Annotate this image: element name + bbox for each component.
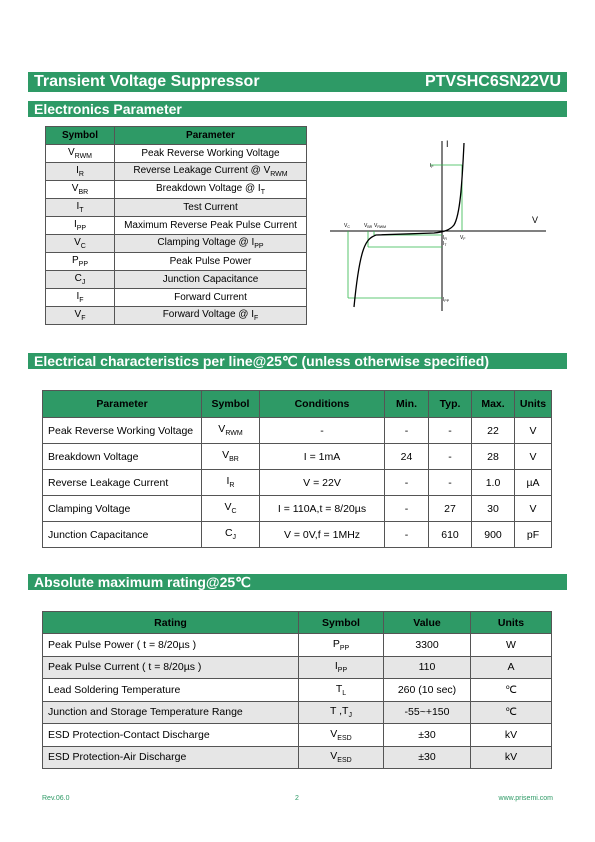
section-title-text: Electronics Parameter (34, 101, 182, 117)
table-row (43, 701, 552, 724)
table-row (43, 418, 552, 444)
conditions-cell: I = 110A,t = 8/20µs (260, 496, 385, 522)
label-if-sub: F (431, 165, 434, 169)
parameter-cell: Reverse Leakage Current (43, 470, 202, 496)
rating-cell: Junction and Storage Temperature Range (43, 701, 299, 724)
absolute-maximum-rating-table (42, 611, 552, 769)
document-title: Transient Voltage Suppressor (34, 73, 260, 90)
symbol-cell: T $,T_J$ (299, 701, 384, 724)
label-vbr-sub: BR (367, 225, 373, 229)
parameter-cell: Clamping Voltage @ $I_{PP}$ (115, 235, 307, 253)
symbol-parameter-table (45, 126, 307, 325)
document-title-bar (28, 72, 567, 92)
footer-website-link[interactable]: www.prisemi.com (498, 795, 553, 802)
max-cell: 1.0 (472, 470, 515, 496)
label-vrwm: V (374, 223, 378, 229)
symbol-cell: $V_{BR}$ (202, 444, 260, 470)
label-ipp-sub: PP (444, 299, 450, 303)
table-row (46, 181, 307, 199)
symbol-cell: $I_T$ (46, 199, 115, 217)
svg-text:VC (344, 223, 350, 229)
units-cell: ℃ (471, 679, 552, 702)
table-header-row (46, 127, 307, 145)
rating-cell: ESD Protection-Contact Discharge (43, 724, 299, 747)
max-cell: 22 (472, 418, 515, 444)
svg-text:IPP (443, 297, 450, 303)
typ-cell: - (429, 444, 472, 470)
label-vc-sub: C (347, 225, 350, 229)
typ-cell: 610 (429, 522, 472, 548)
units-cell: V (515, 496, 552, 522)
column-header: Symbol (202, 391, 260, 418)
table-row (43, 656, 552, 679)
column-header: Symbol (46, 127, 115, 145)
value-cell: 3300 (384, 634, 471, 657)
symbol-cell: $P_{PP}$ (299, 634, 384, 657)
parameter-cell: Peak Reverse Working Voltage (115, 145, 307, 163)
table-row (46, 271, 307, 289)
rating-cell: ESD Protection-Air Discharge (43, 746, 299, 769)
label-if: I (430, 163, 432, 169)
label-ir-sub: R (444, 237, 447, 241)
column-header: Value (384, 612, 471, 634)
section-title-text: Electrical characteristics per line@25℃ (unless otherwise specified) (34, 353, 490, 369)
parameter-cell: Junction Capacitance (43, 522, 202, 548)
label-it: I (443, 241, 445, 247)
parameter-cell: Maximum Reverse Peak Pulse Current (115, 217, 307, 235)
symbol-cell: $I_{PP}$ (299, 656, 384, 679)
units-cell: µA (515, 470, 552, 496)
table-row (43, 679, 552, 702)
symbol-cell: $V_{RWM}$ (202, 418, 260, 444)
value-cell: ±30 (384, 724, 471, 747)
min-cell: - (385, 418, 429, 444)
table-row (43, 724, 552, 747)
conditions-cell: V = 22V (260, 470, 385, 496)
table-row (46, 199, 307, 217)
units-cell: V (515, 444, 552, 470)
typ-cell: - (429, 470, 472, 496)
max-cell: 900 (472, 522, 515, 548)
column-header: Max. (472, 391, 515, 418)
column-header: Parameter (115, 127, 307, 145)
parameter-cell: Peak Reverse Working Voltage (43, 418, 202, 444)
units-cell: A (471, 656, 552, 679)
conditions-cell: I = 1mA (260, 444, 385, 470)
electrical-characteristics-table (42, 390, 552, 548)
parameter-cell: Breakdown Voltage (43, 444, 202, 470)
table-row (46, 145, 307, 163)
symbol-cell: $V_C$ (46, 235, 115, 253)
table-row (46, 217, 307, 235)
conditions-cell: V = 0V,f = 1MHz (260, 522, 385, 548)
symbol-cell: $C_J$ (202, 522, 260, 548)
section-title-absolute-maximum-rating (28, 574, 567, 590)
label-vbr: V (364, 223, 368, 229)
rating-cell: Peak Pulse Power ( t = 8/20µs ) (43, 634, 299, 657)
axis-label-v: V (532, 215, 539, 225)
table-row (43, 444, 552, 470)
iv-characteristic-diagram (330, 135, 550, 315)
min-cell: - (385, 496, 429, 522)
typ-cell: 27 (429, 496, 472, 522)
column-header: Parameter (43, 391, 202, 418)
table-row (46, 289, 307, 307)
symbol-cell: $T_L$ (299, 679, 384, 702)
table-row (43, 746, 552, 769)
column-header: Symbol (299, 612, 384, 634)
symbol-cell: $V_C$ (202, 496, 260, 522)
units-cell: pF (515, 522, 552, 548)
parameter-cell: Breakdown Voltage @ $I_T$ (115, 181, 307, 199)
symbol-cell: $V_{BR}$ (46, 181, 115, 199)
table-row (46, 163, 307, 181)
max-cell: 30 (472, 496, 515, 522)
parameter-cell: Junction Capacitance (115, 271, 307, 289)
svg-text:IT (443, 241, 447, 247)
symbol-cell: $I_{PP}$ (46, 217, 115, 235)
parameter-cell: Reverse Leakage Current @ $V_{RWM}$ (115, 163, 307, 181)
parameter-cell: Test Current (115, 199, 307, 217)
value-cell: -55~+150 (384, 701, 471, 724)
table-row (46, 253, 307, 271)
axis-label-i: I (446, 139, 449, 149)
units-cell: kV (471, 724, 552, 747)
parameter-cell: Forward Voltage @ $I_F$ (115, 307, 307, 325)
min-cell: 24 (385, 444, 429, 470)
label-vc: V (344, 223, 348, 229)
label-vrwm-sub: RWM (377, 225, 387, 229)
label-vf: V (460, 235, 464, 241)
units-cell: V (515, 418, 552, 444)
table-row (43, 522, 552, 548)
value-cell: 110 (384, 656, 471, 679)
rating-cell: Peak Pulse Current ( t = 8/20µs ) (43, 656, 299, 679)
column-header: Conditions (260, 391, 385, 418)
symbol-cell: $P_{PP}$ (46, 253, 115, 271)
symbol-cell: $V_{ESD}$ (299, 724, 384, 747)
symbol-cell: $V_F$ (46, 307, 115, 325)
value-cell: 260 (10 sec) (384, 679, 471, 702)
label-ipp: I (443, 297, 445, 303)
label-ir: I (443, 235, 445, 241)
column-header: Units (515, 391, 552, 418)
column-header: Typ. (429, 391, 472, 418)
label-it-sub: T (444, 243, 447, 247)
parameter-cell: Forward Current (115, 289, 307, 307)
units-cell: ℃ (471, 701, 552, 724)
table-row (43, 634, 552, 657)
value-cell: ±30 (384, 746, 471, 769)
symbol-cell: $V_{RWM}$ (46, 145, 115, 163)
table-row (43, 470, 552, 496)
table-header-row (43, 391, 552, 418)
units-cell: kV (471, 746, 552, 769)
svg-text:VRWM (374, 223, 386, 229)
symbol-cell: $V_{ESD}$ (299, 746, 384, 769)
table-row (46, 235, 307, 253)
symbol-cell: $C_J$ (46, 271, 115, 289)
conditions-cell: - (260, 418, 385, 444)
section-title-electrical-characteristics (28, 353, 567, 369)
svg-text:IF (430, 163, 434, 169)
table-header-row (43, 612, 552, 634)
section-title-electronics-parameter (28, 101, 567, 117)
parameter-cell: Peak Pulse Power (115, 253, 307, 271)
svg-text:VF (460, 235, 465, 241)
part-number: PTVSHC6SN22VU (424, 73, 561, 90)
svg-text:VBR (364, 223, 373, 229)
parameter-cell: Clamping Voltage (43, 496, 202, 522)
max-cell: 28 (472, 444, 515, 470)
table-row (43, 496, 552, 522)
label-vf-sub: F (463, 237, 466, 241)
symbol-cell: $I_R$ (202, 470, 260, 496)
column-header: Rating (43, 612, 299, 634)
typ-cell: - (429, 418, 472, 444)
footer-revision: Rev.06.0 (42, 795, 70, 802)
rating-cell: Lead Soldering Temperature (43, 679, 299, 702)
section-title-text: Absolute maximum rating@25℃ (34, 574, 251, 590)
min-cell: - (385, 522, 429, 548)
footer-page-number: 2 (295, 795, 299, 802)
symbol-cell: $I_R$ (46, 163, 115, 181)
table-row (46, 307, 307, 325)
column-header: Min. (385, 391, 429, 418)
min-cell: - (385, 470, 429, 496)
units-cell: W (471, 634, 552, 657)
column-header: Units (471, 612, 552, 634)
symbol-cell: $I_F$ (46, 289, 115, 307)
